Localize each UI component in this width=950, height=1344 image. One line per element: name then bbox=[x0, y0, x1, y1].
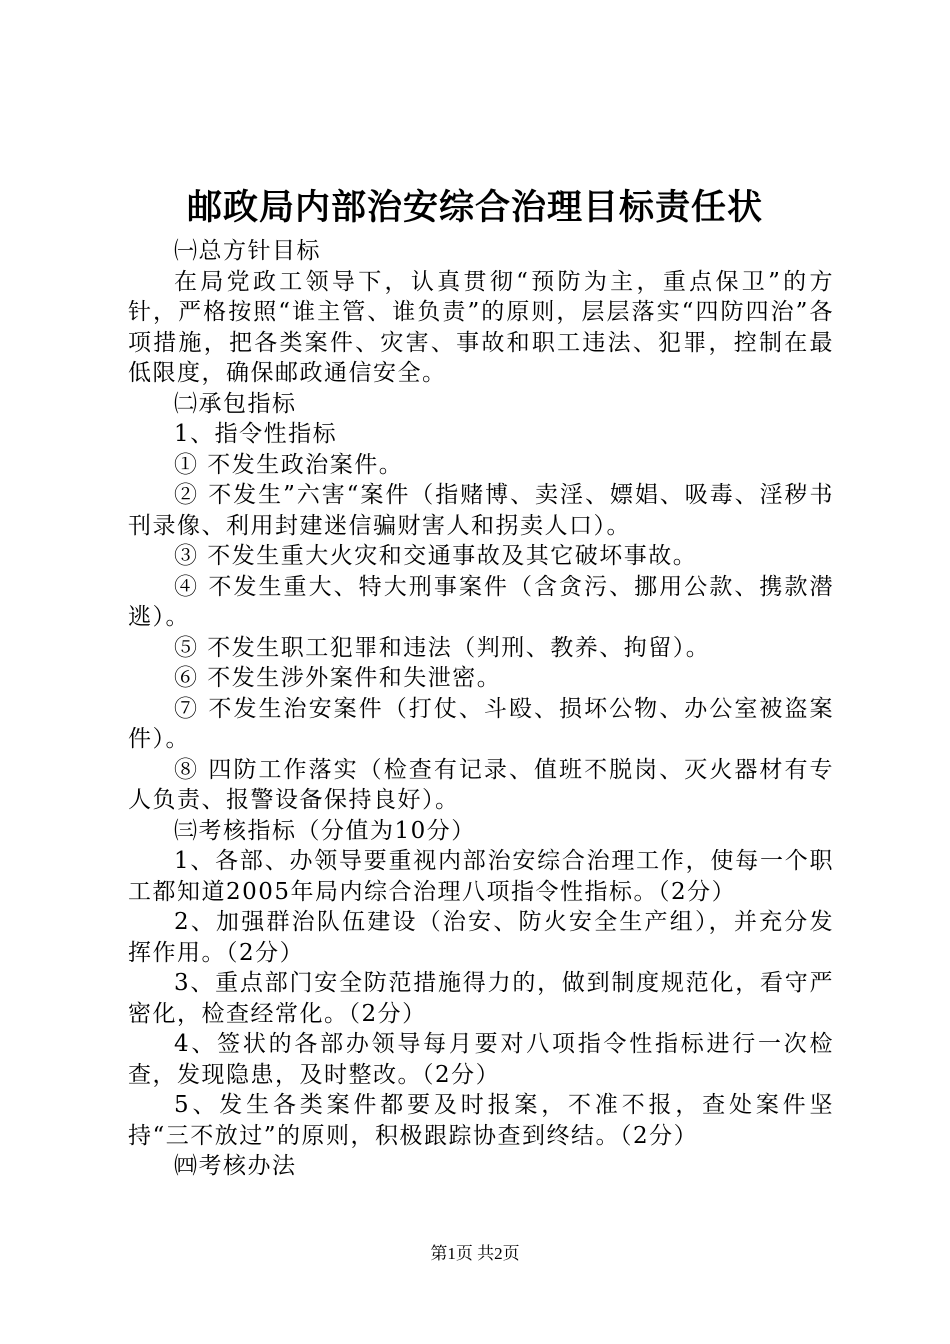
list-item: ⑦ 不发生治安案件（打仗、斗殴、损坏公物、办公室被盗案件）。 bbox=[128, 695, 834, 752]
body-paragraph: 在局党政工领导下，认真贯彻“预防为主，重点保卫”的方针，严格按照“谁主管、谁负责”的原则，层层落实“四防四治”各项措施，把各类案件、灾害、事故和职工违法、犯罪，控制在最低限度，确保邮政通信安全。 bbox=[128, 268, 834, 386]
section-heading-assessment-indicators: ㈢考核指标（分值为10分） bbox=[174, 817, 476, 844]
list-item: ⑤ 不发生职工犯罪和违法（判刑、教养、拘留）。 bbox=[174, 634, 711, 661]
list-item: 5、发生各类案件都要及时报案，不准不报，查处案件坚持“三不放过”的原则，积极跟踪协查到终结。（2分） bbox=[128, 1092, 834, 1149]
list-item: ⑥ 不发生涉外案件和失泄密。 bbox=[174, 665, 502, 691]
section-heading-general-goal: ㈠总方针目标 bbox=[174, 238, 321, 264]
list-item: ① 不发生政治案件。 bbox=[174, 451, 404, 478]
list-item: 4、签状的各部办领导每月要对八项指令性指标进行一次检查，发现隐患，及时整改。（2分） bbox=[128, 1031, 834, 1088]
list-item: 2、加强群治队伍建设（治安、防火安全生产组），并充分发挥作用。（2分） bbox=[128, 909, 834, 966]
section-heading-contract-indicators: ㈡承包指标 bbox=[174, 390, 297, 417]
section-heading-assessment-method: ㈣考核办法 bbox=[174, 1153, 297, 1179]
list-item: 1、各部、办领导要重视内部治安综合治理工作，使每一个职工都知道2005年局内综合治理八项指令性指标。（2分） bbox=[128, 848, 834, 905]
document-body bbox=[128, 236, 834, 1182]
list-item: ② 不发生”六害“案件（指赌博、卖淫、嫖娼、吸毒、淫秽书刊录像、利用封建迷信骗财害人和拐卖人口）。 bbox=[128, 482, 834, 539]
subsection-heading: 1、指令性指标 bbox=[174, 421, 338, 447]
document-title: 邮政局内部治安综合治理目标责任状 bbox=[186, 188, 763, 228]
list-item: ⑧ 四防工作落实（检查有记录、值班不脱岗、灭火器材有专人负责、报警设备保持良好）。 bbox=[128, 756, 834, 813]
list-item: 3、重点部门安全防范措施得力的，做到制度规范化，看守严密化，检查经常化。（2分） bbox=[128, 970, 834, 1027]
page-number-footer: 第1页 共2页 bbox=[430, 1244, 520, 1263]
list-item: ④ 不发生重大、特大刑事案件（含贪污、挪用公款、携款潜逃）。 bbox=[128, 573, 834, 630]
list-item: ③ 不发生重大火灾和交通事故及其它破坏事故。 bbox=[174, 543, 698, 569]
